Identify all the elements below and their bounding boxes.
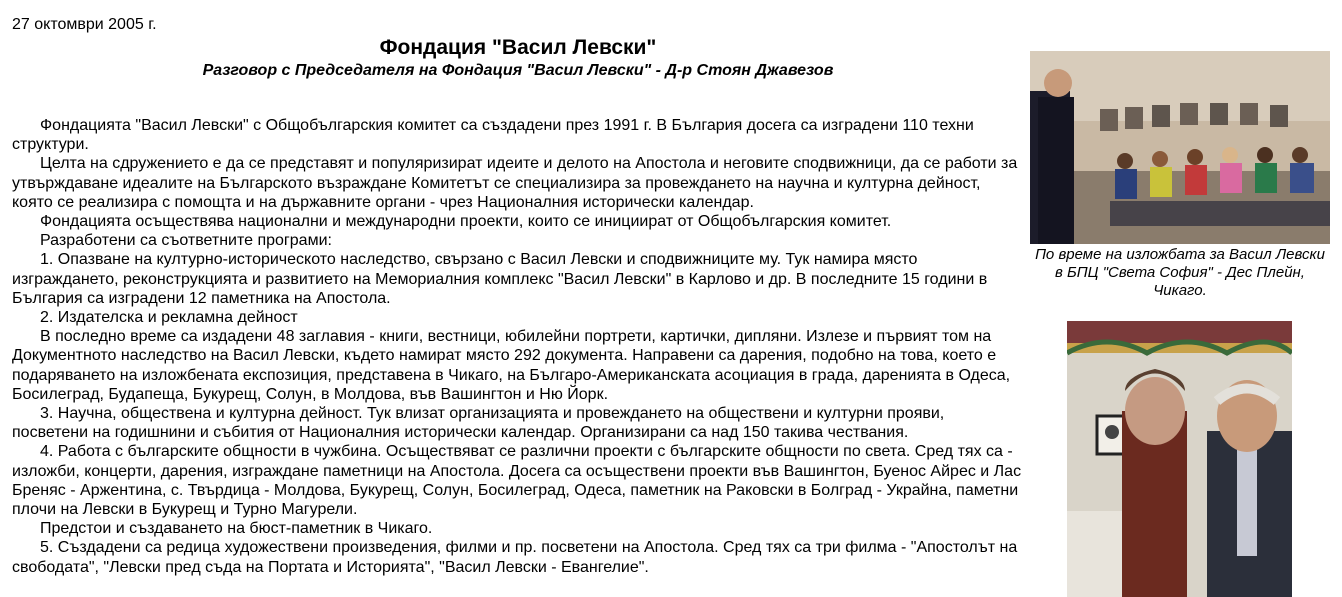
page-subtitle: Разговор с Председателя на Фондация "Васил Левски" - Д-р Стоян Джавезов [202, 62, 834, 79]
paragraph: Целта на сдружението е да се представят и популяризират идеите и делото на Апостола и неговите сподвижници, да се работи за утвърждаване идеалите на Българското възраждане Комитетът се специализира за провеждането на научна и културна дейност, която се реализира с помощта и на държавните органи - чрез Националния исторически календар. [12, 155, 1018, 211]
paragraph: Фондацията "Васил Левски" с Общобългарския комитет са създадени през 1991 г. В България досега са изградени 110 техни структури. [12, 117, 974, 154]
paragraph: 3. Научна, обществена и културна дейност. Тук влизат организацията и провеждането на обществени и културни прояви, посветени на годишнини и събития от Националния исторически календар. Организирани са над 150 такива чествания. [12, 405, 945, 442]
portrait-photo [1067, 321, 1292, 597]
paragraph: В последно време са издадени 48 заглавия - книги, вестници, юбилейни портрети, картички, дипляни. Излезе и първият том на Документното наследство на Васил Левски, където намират място 292 документа. Направени са дарения, подобно на това, което е подаряването на изложбената експозиция, представена в Чикаго, на Българо-Американската асоциация в града, даренията в Одеса, Босилеград, Будапеща, Букурещ, Солун, в Молдова, във Вашингтон и Ню Йорк. [12, 328, 1011, 403]
paragraph: 2. Издателска и рекламна дейност [40, 309, 298, 327]
photo-caption: По време на изложбата за Васил Левски в БПЦ "Света София" - Дес Плейн, Чикаго. [1035, 246, 1325, 299]
paragraph: Разработени са съответните програми: [40, 232, 332, 250]
paragraph: Предстои и създаването на бюст-паметник в Чикаго. [40, 520, 433, 538]
paragraph: 5. Създадени са редица художествени произведения, филми и пр. посветени на Апостола. Сред тях са три филма - "Апостолът на свободата", "Левски пред съда на Портата и Историята", "Васил Левски - Евангелие". [12, 539, 1018, 576]
page-title: Фондация "Васил Левски" [379, 36, 657, 59]
paragraph: 4. Работа с българските общности в чужбина. Осъществяват се различни проекти с българските общности по света. Сред тях са - изложби, концерти, дарения, изграждане паметници на Апостола. Досега са осъществени проекти във Вашингтон, Буенос Айрес и Лас Бреняс - Аржентина, с. Твърдица - Молдова, Букурещ, Солун, Босилеград, Одеса, паметник на Раковски в Болград - Украйна, паметни плочи на Левски в Букурещ и Турно Магурели. [12, 443, 1022, 519]
article-date: 27 октомври 2005 г. [12, 16, 157, 33]
article-body [12, 116, 1022, 577]
paragraph: 1. Опазване на културно-историческото наследство, свързано с Васил Левски и сподвижниците му. Тук намира място изграждането, реконструкцията и развитието на Мемориалния комплекс "Васил Левски" в Карлово и др. В последните 15 години в България са изградени 12 паметника на Апостола. [12, 251, 988, 307]
exhibition-photo [1030, 51, 1330, 244]
paragraph: Фондацията осъществява национални и международни проекти, които се инициират от Общобългарския комитет. [40, 213, 892, 231]
